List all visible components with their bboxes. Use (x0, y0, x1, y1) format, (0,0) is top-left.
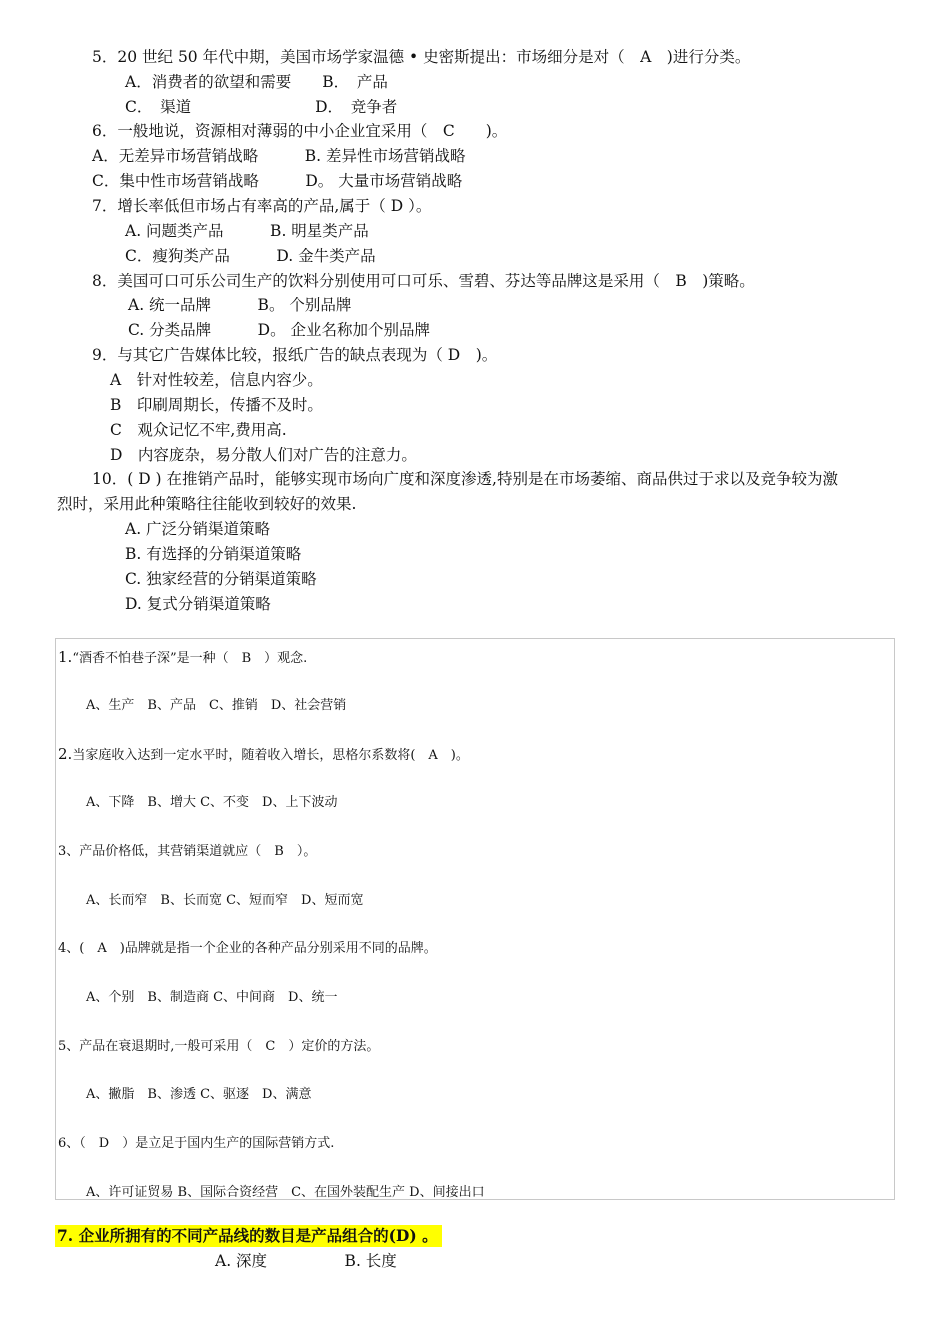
question-options: C. 分类品牌 D。 企业名称加个别品牌 (128, 321, 431, 339)
box-q2-options: A、下降 B、增大 C、不变 D、上下波动 (86, 795, 338, 810)
question-options: D 内容庞杂，易分散人们对广告的注意力。 (110, 446, 417, 464)
question-stem: 8．美国可口可乐公司生产的饮料分别使用可口可乐、雪碧、芬达等品牌这是采用（ B )策略。 (92, 272, 755, 290)
box-q4-options: A、个别 B、制造商 C、中间商 D、统一 (86, 990, 338, 1005)
box-q6-stem: 6、（ D ）是立足于国内生产的国际营销方式. (58, 1136, 335, 1151)
question-options: A．消费者的欲望和需要 B． 产品 (125, 73, 388, 91)
bottom-question-options: A. 深度 B. 长度 (215, 1252, 397, 1270)
box-q2-stem: 2.当家庭收入达到一定水平时，随着收入增长，思格尔系数将( A )。 (58, 745, 469, 763)
question-stem: 9．与其它广告媒体比较，报纸广告的缺点表现为（ D )。 (92, 346, 498, 364)
question-options: C 观众记忆不牢,费用高. (110, 421, 287, 439)
question-options: A．无差异市场营销战略 B. 差异性市场营销战略 (92, 147, 466, 165)
question-options: A. 广泛分销渠道策略 (125, 520, 271, 538)
question-options: A. 问题类产品 B. 明星类产品 (125, 222, 369, 240)
question-options: C．集中性市场营销战略 D。 大量市场营销战略 (92, 172, 463, 190)
box-q3-stem: 3、产品价格低，其营销渠道就应（ B ）。 (58, 844, 317, 859)
box-q5-options: A、撇脂 B、渗透 C、驱逐 D、满意 (86, 1087, 312, 1102)
question-options: B. 有选择的分销渠道策略 (125, 545, 302, 563)
boxed-questions (55, 638, 895, 1200)
question-stem: 6．一般地说，资源相对薄弱的中小企业宜采用（ C )。 (92, 122, 508, 140)
question-options: D. 复式分销渠道策略 (125, 595, 271, 613)
box-q5-stem: 5、产品在衰退期时,一般可采用（ C ）定价的方法。 (58, 1039, 380, 1054)
question-stem: 烈时，采用此种策略往往能收到较好的效果. (57, 495, 357, 513)
question-options: A. 统一品牌 B。 个别品牌 (128, 296, 352, 314)
question-options: C. 独家经营的分销渠道策略 (125, 570, 317, 588)
box-q3-options: A、长而窄 B、长而宽 C、短而窄 D、短而宽 (86, 893, 364, 908)
box-q1-options: A、生产 B、产品 C、推销 D、社会营销 (86, 698, 347, 713)
question-options: A 针对性较差，信息内容少。 (110, 371, 323, 389)
question-options: C．瘦狗类产品 D. 金牛类产品 (125, 247, 376, 265)
question-stem: 5．20 世纪 50 年代中期，美国市场学家温德 • 史密斯提出：市场细分是对（ A )进行分类。 (92, 48, 751, 66)
question-options: C． 渠道 D． 竞争者 (125, 98, 398, 116)
box-q1-stem: 1.“酒香不怕巷子深”是一种（ B ）观念. (58, 648, 308, 666)
box-q4-stem: 4、( A )品牌就是指一个企业的各种产品分别采用不同的品牌。 (58, 941, 437, 956)
box-q6-options: A、许可证贸易 B、国际合资经营 C、在国外装配生产 D、间接出口 (86, 1185, 485, 1200)
question-stem: 10．( D ) 在推销产品时，能够实现市场向广度和深度渗透,特别是在市场萎缩、商品供过于求以及竞争较为激 (92, 470, 838, 488)
question-stem: 7．增长率低但市场占有率高的产品,属于（ D ）。 (92, 197, 432, 215)
highlighted-question-stem: 7. 企业所拥有的不同产品线的数目是产品组合的(D) 。 (55, 1225, 442, 1247)
question-options: B 印刷周期长，传播不及时。 (110, 396, 323, 414)
